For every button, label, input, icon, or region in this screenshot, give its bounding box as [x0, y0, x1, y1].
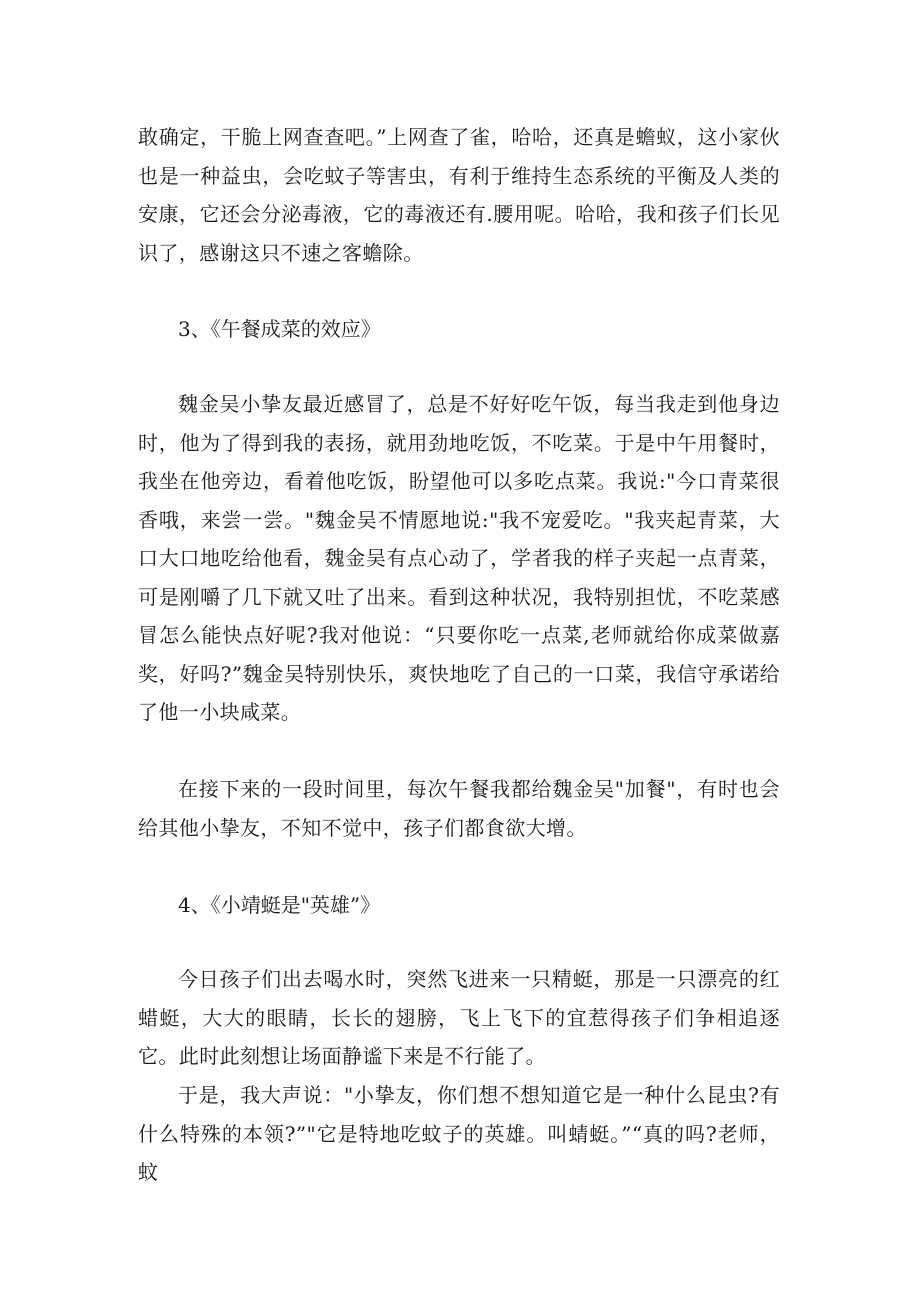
paragraph-toad-continuation: 敢确定，干脆上网查查吧。”上网查了雀，哈哈，还真是蟾蚁，这小家伙也是一种益虫，会吃蚊子等害虫，有利于维持生态系统的平衡及人类的安康，它还会分泌毒液，它的毒液还有.腰用呢。哈哈，我和孩子们长见识了，感谢这只不速之客蟾除。	[138, 125, 780, 265]
paragraph-extra-meal: 在接下来的一段时间里，每次午餐我都给魏金吴"加餐"，有时也会给其他小挚友，不知不觉中，孩子们都食欲大增。	[138, 777, 780, 840]
section-heading-4: 4、《小靖蜓是"英雄”》	[178, 893, 381, 917]
section-heading-3: 3、《午餐成菜的效应》	[178, 317, 381, 341]
paragraph-dragonfly: 今日孩子们出去喝水时，突然飞进来一只精蜓，那是一只漂亮的红蜡蜓，大大的眼睛，长长的翅膀，飞上飞下的宜惹得孩子们争相追逐它。此时此刻想让场面静谧下来是不行能了。	[138, 967, 780, 1068]
paragraph-lunch-pickles: 魏金吴小挚友最近感冒了，总是不好好吃午饭，每当我走到他身边时，他为了得到我的表扬，就用劲地吃饭，不吃菜。于是中午用餐时，我坐在他旁边，看着他吃饭，盼望他可以多吃点菜。我说:"今口青菜很香哦，来尝一尝。"魏金吴不情愿地说:"我不宠爱吃。"我夹起青菜，大口大口地吃给他看，魏金吴有点心动了，学者我的样子夹起一点青菜，可是刚嚼了几下就又吐了出来。看到这种状况，我特别担忧，不吃菜感冒怎么能快点好呢?我对他说：“只要你吃一点菜,老师就给你成菜做嘉奖，好吗?”魏金吴特别快乐，爽快地吃了自己的一口菜，我信守承诺给了他一小块咸菜。	[138, 392, 780, 724]
paragraph-dragonfly-hero: 于是，我大声说："小挚友，你们想不想知道它是一种什么昆虫?有什么特殊的本领?”"它是特地吃蚊子的英雄。叫蜻蜓。”“真的吗?老师，蚊	[138, 1083, 780, 1184]
